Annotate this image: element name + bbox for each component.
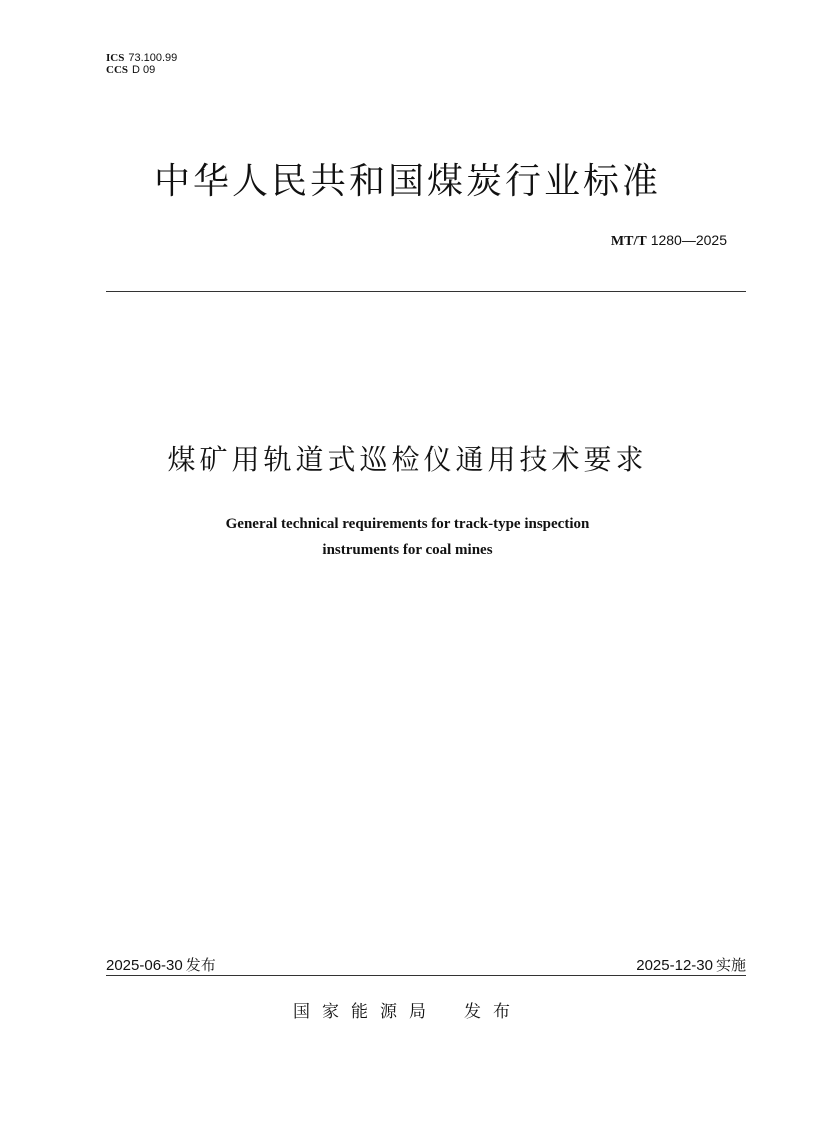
ics-classification <box>106 52 177 64</box>
ccs-label: CCS <box>106 64 129 76</box>
ccs-classification <box>106 64 155 76</box>
header-divider <box>106 291 746 292</box>
title-chinese: 煤矿用轨道式巡检仪通用技术要求 <box>167 443 648 476</box>
title-english-line1: General technical requirements for track-type inspection <box>225 516 590 532</box>
ics-value: 73.100.99 <box>128 52 178 64</box>
ccs-value: D 09 <box>132 64 156 76</box>
issue-date <box>106 955 216 976</box>
standard-prefix: MT/T <box>610 234 647 249</box>
footer-divider <box>106 975 746 976</box>
implementation-date-value: 2025-12-30 <box>636 957 713 974</box>
issue-date-value: 2025-06-30 <box>106 957 183 974</box>
standard-code: 1280—2025 <box>650 232 727 248</box>
issuer <box>0 1000 815 1024</box>
ics-label: ICS <box>106 52 125 64</box>
standard-number <box>611 232 727 250</box>
issuer-action: 发布 <box>464 1002 522 1022</box>
standard-name: 中华人民共和国煤炭行业标准 <box>153 161 661 202</box>
issue-date-label: 发布 <box>185 956 216 974</box>
issuer-organization: 国家能源局 <box>293 1002 438 1022</box>
title-english-line2: instruments for coal mines <box>322 542 493 558</box>
implementation-date-label: 实施 <box>715 956 746 974</box>
implementation-date <box>636 955 746 976</box>
